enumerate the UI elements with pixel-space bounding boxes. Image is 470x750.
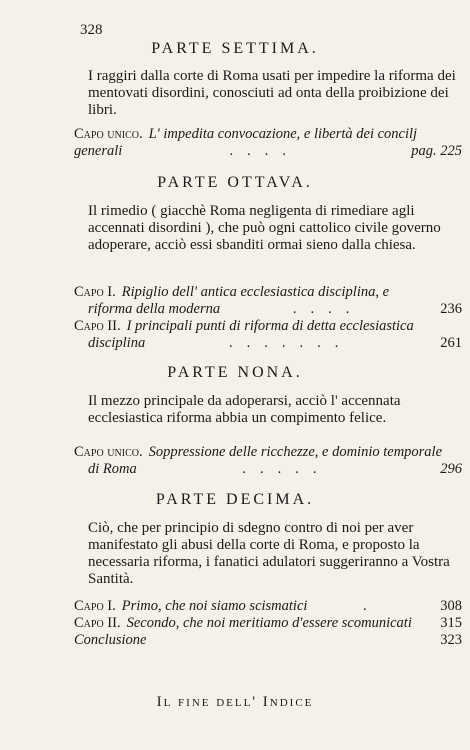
part-title-settima: PARTE SETTIMA. — [151, 40, 319, 57]
chapter-page: 296 — [440, 461, 462, 477]
leader-dots: .... — [229, 143, 301, 159]
chapter-list — [74, 598, 462, 649]
chapter-entry — [74, 444, 462, 478]
chapter-entry — [74, 632, 462, 649]
part-description-decima: Ciò, che per principio di sdegno contro di noi per aver manifestato gli abusi della corte di Roma, e proposto la necessaria riforma, i fanatici adulatori suggeriranno a Vostra Santità. — [88, 520, 450, 587]
chapter-label: Capo unico. — [74, 444, 143, 460]
chapter-page: 236 — [440, 301, 462, 317]
chapter-title-continued: riforma della moderna — [88, 301, 221, 317]
chapter-page: 261 — [440, 335, 462, 351]
part-description-nona: Il mezzo principale da adoperarsi, acciò l' accennata ecclesiastica riforma abbia un compimento felice. — [88, 393, 401, 426]
chapter-title: Conclusione — [74, 632, 147, 648]
page-number: 328 — [80, 22, 103, 38]
chapter-title: L' impedita convocazione, e libertà dei concilj — [148, 126, 418, 142]
chapter-title-continued: generali — [74, 143, 123, 159]
chapter-entry — [74, 598, 462, 615]
chapter-label: Capo II. — [74, 318, 121, 334]
end-of-index: Il fine dell' Indice — [156, 694, 314, 710]
leader-dots — [412, 615, 436, 632]
leader-dots — [147, 632, 437, 649]
leader-dots: ....... — [229, 335, 353, 351]
chapter-label: Capo I. — [74, 598, 116, 614]
chapter-label: Capo unico. — [74, 126, 143, 142]
chapter-label: Capo II. — [74, 615, 121, 631]
chapter-entry — [74, 615, 462, 632]
chapter-page: 308 — [440, 598, 462, 614]
leader-dots: .... — [292, 301, 364, 317]
chapter-title-continued: di Roma — [88, 461, 137, 477]
part-title-decima: PARTE DECIMA. — [155, 491, 315, 508]
chapter-page: pag. 225 — [411, 143, 462, 159]
chapter-entry — [74, 318, 462, 352]
part-title-ottava: PARTE OTTAVA. — [157, 174, 313, 191]
part-title-nona: PARTE NONA. — [167, 364, 303, 381]
chapter-entry — [74, 284, 462, 318]
part-description-settima: I raggiri dalla corte di Roma usati per impedire la riforma dei mentovati disordini, conosciuti ad onta della proibizione dei libri. — [88, 68, 456, 118]
part-description-ottava: Il rimedio ( giacchè Roma negligenta di rimediare agli accennati disordini ), che può ogni cattolico civile governo adoperare, acciò essi sbanditi ormai sieno dalla chiesa. — [88, 203, 441, 253]
chapter-title: Ripiglio dell' antica ecclesiastica disciplina, e — [121, 284, 390, 300]
chapter-page: 315 — [440, 615, 462, 631]
chapter-label: Capo I. — [74, 284, 116, 300]
leader-dots: . — [363, 598, 381, 614]
leader-dots: ..... — [242, 461, 331, 477]
chapter-title-continued: disciplina — [88, 335, 146, 351]
chapter-title: I principali punti di riforma di detta ecclesiastica — [126, 318, 414, 334]
chapter-page: 323 — [440, 632, 462, 648]
chapter-entry — [74, 126, 462, 160]
chapter-title: Primo, che noi siamo scismatici — [121, 598, 308, 614]
chapter-title: Secondo, che noi meritiamo d'essere scomunicati — [126, 615, 412, 631]
chapter-title: Soppressione delle ricchezze, e dominio temporale — [148, 444, 443, 460]
